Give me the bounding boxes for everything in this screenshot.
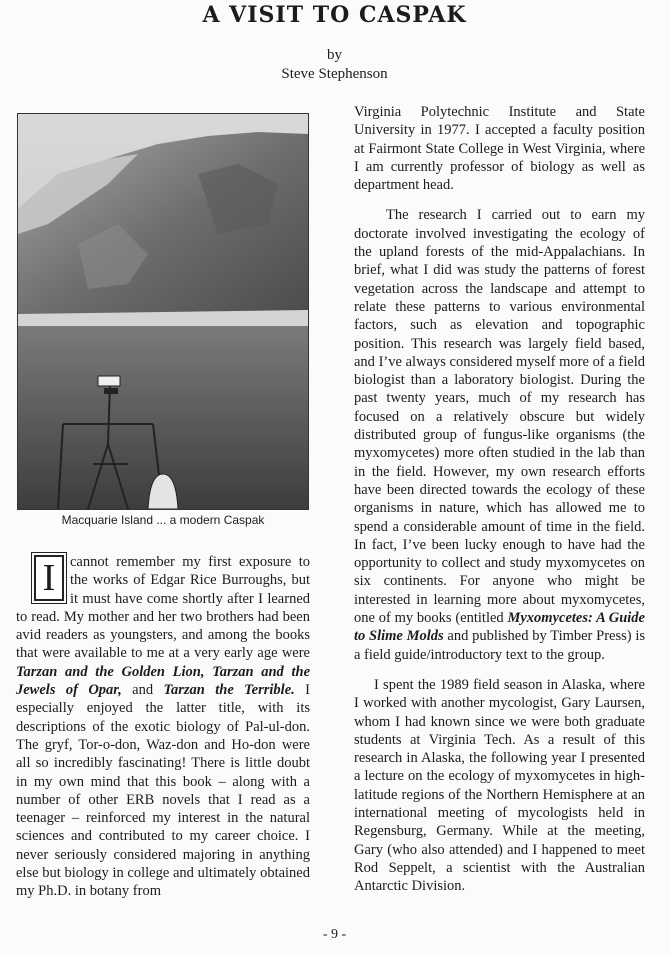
byline [0, 46, 669, 84]
photo-macquarie-island [17, 113, 309, 510]
drop-cap: I [34, 555, 64, 601]
photo-caption: Macquarie Island ... a modern Caspak [61, 513, 265, 527]
page-number: - 9 - [322, 927, 347, 942]
research-text-a: The research I carried out to earn my doctorate involved investigating the ecology of the upland forests of the mid-Appalachians. In brief, what I did was study the patterns of forest vegetation across the landscape and attempt to relate these patterns to various environmental factors, such as elevation and topographic position. This research was largely field based, and I’ve always considered myself more of a field biologist than a laboratory biologist. During the past twenty years, much of my research has focused on a relatively obscure but widely distributed group of fungus-like organisms (the myxomycetes) more often studied in the lab than in the field. However, my own research efforts have been directed towards the ecology of these organisms in nature, which has allowed me to spend a considerable amount of time in the field. In fact, I’ve been lucky enough to have had the opportunity to collect and study myxomycetes on six continents. For anyone who might be interested in learning more about myxomycetes, one of my books (entitled [354, 207, 645, 627]
intro-text-a: cannot remember my first exposure to the works of Edgar Rice Burroughs, but it must have come shortly after I learned to read. My mother and her two brothers had been avid readers as youngsters, and among the books that were available to me at a very early age were [16, 554, 310, 662]
intro-text-b: I especially enjoyed the latter title, with its descriptions of the exotic biology of Pal-ul-don. The gryf, Tor-o-don, Waz-don and Ho-don were all so incredibly fascinating! There is little doubt in my own mind that this book – along with a number of other ERB novels that I read as a teenager – reinforced my interest in the natural sciences and contributed to my career choice. I never seriously considered majoring in anything else but biology in college and ultimately obtained my Ph.D. in botany from [16, 682, 310, 900]
and-text: and [121, 682, 164, 699]
research-text-b: and published by Timber Press) is a field guide/introductory text to the group. [354, 628, 645, 663]
landscape-photo-illustration [18, 114, 308, 509]
byline-by: by [327, 47, 342, 63]
right-column [354, 103, 645, 895]
intro-paragraph [16, 553, 310, 901]
book-title-tarzan-terrible: Tarzan the Terrible. [163, 682, 295, 699]
paragraph-research [354, 206, 645, 663]
book-title-golden-lion: Tarzan and the Golden Lion, [16, 663, 205, 680]
left-column [16, 553, 310, 901]
article-title: A VISIT TO CASPAK [202, 2, 467, 28]
author-name: Steve Stephenson [281, 66, 388, 82]
paragraph-alaska: I spent the 1989 field season in Alaska, where I worked with another mycologist, Gary Laursen, whom I had known since we were both graduate students at Virginia Tech. As a result of this research in Alaska, the following year I presented a lecture on the ecology of myxomycetes in high-latitude regions of the Northern Hemisphere at an international meeting of mycologists held in Regensburg, Germany. While at the meeting, Gary (who also attended) and I happened to meet Rod Seppelt, a scientist with the Australian Antarctic Division. [354, 676, 645, 895]
book-title-myxomycetes: Myxomycetes: A Guide to Slime Molds [354, 610, 645, 645]
book-title-jewels-of-opar: Tarzan and the Jewels of Opar, [16, 663, 311, 699]
paragraph-continued: Virginia Polytechnic Institute and State University in 1977. I accepted a faculty position at Fairmont State College in West Virginia, where I am currently professor of biology as well as department head. [354, 104, 645, 194]
